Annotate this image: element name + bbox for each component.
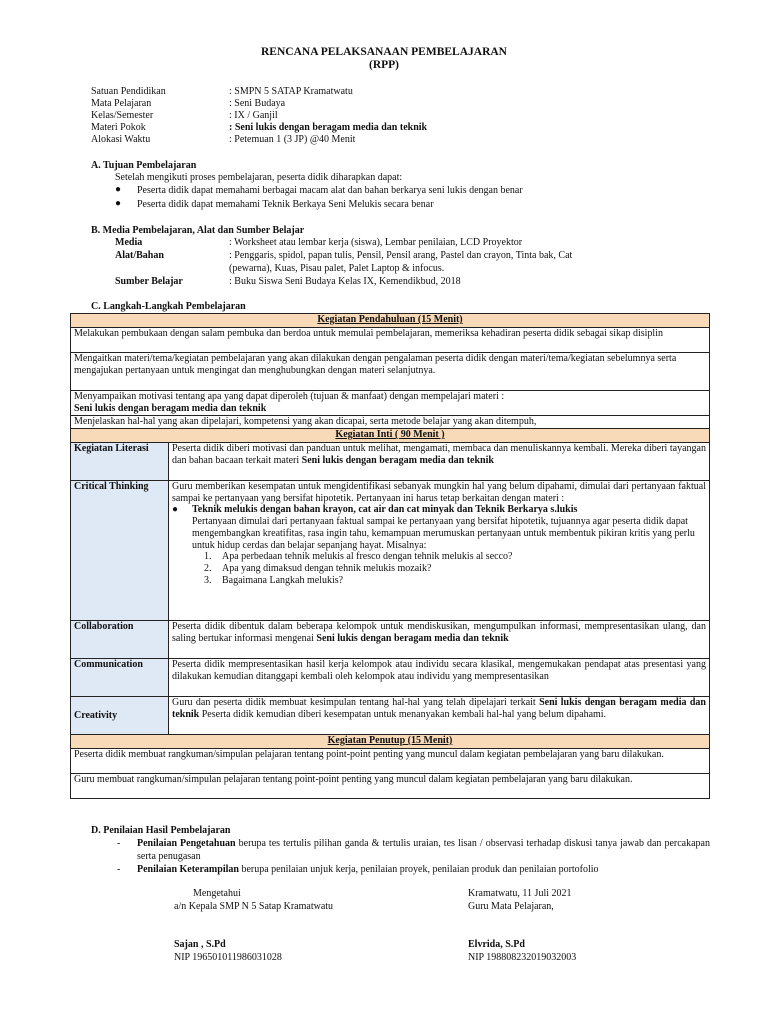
identity-label: Mata Pelajaran (91, 98, 152, 109)
identity-value: : Petemuan 1 (3 JP) @40 Menit (229, 134, 356, 145)
creat-text: Guru dan peserta didik membuat kesimpulan tentang hal-hal yang telah dipelajari terkait (172, 697, 540, 708)
dash-icon: - (117, 864, 121, 875)
assessment-text: berupa penilaian unjuk kerja, penilaian proyek, penilaian produk dan penilaian portofolio (238, 864, 599, 875)
assessment-text: berupa tes tertulis pilihan ganda & tertulis uraian, tes lisan / observasi terhadap diskusi tanya jawab dan percakapan serta penugasan (137, 838, 710, 862)
dash-icon: - (117, 838, 121, 849)
media-label: Media (115, 237, 143, 248)
table-row: Peserta didik membuat rangkuman/simpulan pelajaran tentang point-point penting yang muncul dalam kegiatan pembelajaran yang baru dilakukan. (71, 749, 710, 774)
objective-item: Peserta didik dapat memahami Teknik Berkaya Seni Melukis secara benar (137, 199, 434, 210)
literasi-bold: Seni lukis dengan beragam media dan teknik (301, 454, 494, 466)
bullet-icon: ● (115, 184, 122, 195)
signature-right-name: Elvrida, S.Pd (468, 939, 525, 950)
identity-label: Alokasi Waktu (91, 134, 151, 145)
collab-bold: Seni lukis dengan beragam media dan teknik (316, 632, 509, 644)
row-label: Kegiatan Literasi (71, 443, 169, 481)
assessment-bold: Penilaian Keterampilan (137, 864, 239, 875)
row-label: Critical Thinking (71, 481, 169, 621)
creat-bold: Seni lukis dengan beragam media dan teknik (172, 697, 706, 720)
critical-bullet (172, 504, 706, 586)
creat-text-end: Peserta didik kemudian diberi kesempatan untuk menanyakan kembali hal-hal yang belum dipahami. (199, 708, 607, 720)
signature-left-name: Sajan , S.Pd (174, 939, 226, 950)
collab-text: Peserta didik dibentuk dalam beberapa kelompok untuk mendiskusikan, mengumpulkan informasi, mempresentasikan ulang, dan saling bertukar informasi mengenai (172, 621, 706, 644)
identity-label: Satuan Pendidikan (91, 86, 166, 97)
assessment-bold: Penilaian Pengetahuan (137, 838, 236, 849)
table-row (71, 391, 710, 416)
section-d-heading: D. Penilaian Hasil Pembelajaran (91, 825, 231, 836)
section-b-heading: B. Media Pembelajaran, Alat dan Sumber Belajar (91, 225, 305, 236)
section-c-heading: C. Langkah-Langkah Pembelajaran (91, 301, 246, 312)
learning-steps-table (70, 313, 710, 799)
alat-label: Alat/Bahan (115, 250, 164, 261)
table-row: Menjelaskan hal-hal yang akan dipelajari, kompetensi yang akan dicapai, serta metode belajar yang akan ditempuh, (71, 416, 710, 429)
list-item: 3. Bagaimana Langkah melukis? (214, 575, 706, 587)
question-list (192, 551, 706, 586)
list-item: 2. Apa yang dimaksud dengan tehnik melukis mozaik? (214, 563, 706, 575)
document-subtitle: (RPP) (368, 59, 399, 71)
section-a-intro: Setelah mengikuti proses pembelajaran, peserta didik diharapkan dapat: (115, 172, 403, 183)
bullet-icon: ● (115, 198, 122, 209)
motivasi-text: Menyampaikan motivasi tentang apa yang dapat diperoleh (tujuan & manfaat) dengan mempelajari materi : (74, 391, 505, 402)
signature-left-line1: Mengetahui (193, 888, 241, 899)
document-title: RENCANA PELAKSANAAN PEMBELAJARAN (261, 46, 507, 58)
identity-label: Kelas/Semester (91, 110, 154, 121)
sumber-label: Sumber Belajar (115, 276, 183, 287)
assessment-item (137, 838, 710, 863)
critical-bullet-bold: Teknik melukis dengan bahan krayon, cat air dan cat minyak dan Teknik Berkarya s.lukis (192, 504, 578, 516)
table-row: Melakukan pembukaan dengan salam pembuka dan berdoa untuk memulai pembelajaran, memeriksa kehadiran peserta didik sebagai sikap disiplin (71, 328, 710, 353)
identity-value: : IX / Ganjil (229, 110, 278, 121)
row-label: Creativity (71, 697, 169, 735)
list-item: 1. Apa perbedaan tehnik melukis al fresco dengan tehnik melukis al secco? (214, 551, 706, 563)
signature-right-line1: Kramatwatu, 11 Juli 2021 (468, 888, 572, 899)
row-content (169, 443, 710, 481)
bullet-icon: ● (172, 504, 179, 516)
identity-value: : Seni Budaya (229, 98, 286, 109)
alat-value-continued: (pewarna), Kuas, Pisau palet, Palet Laptop & infocus. (229, 263, 445, 274)
pendahuluan-header: Kegiatan Pendahuluan (15 Menit) (71, 314, 710, 328)
motivasi-bold: Seni lukis dengan beragam media dan teknik (74, 402, 267, 414)
signature-left-line2: a/n Kepala SMP N 5 Satap Kramatwatu (174, 901, 334, 912)
row-content (169, 621, 710, 659)
row-label: Communication (71, 659, 169, 697)
row-content: Peserta didik mempresentasikan hasil kerja kelompok atau individu secara klasikal, mengemukakan pendapat atas presentasi yang dilakukan kemudian ditanggapi kembali oleh kelompok atau individu yang mempresentasikan (169, 659, 710, 697)
row-label: Collaboration (71, 621, 169, 659)
signature-left-nip: NIP 196501011986031028 (174, 952, 282, 963)
critical-text: Guru memberikan kesempatan untuk mengidentifikasi sebanyak mungkin hal yang belum dipahami, dimulai dari pertanyaan faktual sampai ke pertanyaan yang bersifat hipotetik. Pertanyaan ini harus tetap berkaitan dengan materi : (172, 481, 706, 504)
identity-value: : Seni lukis dengan beragam media dan teknik (229, 122, 428, 133)
sumber-value: : Buku Siswa Seni Budaya Kelas IX, Kemendikbud, 2018 (229, 276, 461, 287)
inti-header: Kegiatan Inti ( 90 Menit ) (71, 429, 710, 443)
signature-right-line2: Guru Mata Pelajaran, (468, 901, 554, 912)
identity-value: : SMPN 5 SATAP Kramatwatu (229, 86, 353, 97)
section-a-heading: A. Tujuan Pembelajaran (91, 160, 197, 171)
table-row: Guru membuat rangkuman/simpulan pelajaran tentang point-point penting yang muncul dalam kegiatan pembelajaran yang baru dilakukan. (71, 774, 710, 799)
media-value: : Worksheet atau lembar kerja (siswa), Lembar penilaian, LCD Proyektor (229, 237, 523, 248)
critical-sub: Pertanyaan dimulai dari pertanyaan faktual sampai ke pertanyaan yang bersifat hipotetik, tujuannya agar peserta didik dapat mengembangkan kreatifitas, rasa ingin tahu, kemampuan merumuskan pertanyaan untuk membentuk pikiran kritis yang perlu untuk hidup cerdas dan belajar sepanjang hayat. Misalnya: (192, 516, 695, 551)
penutup-header: Kegiatan Penutup (15 Menit) (71, 735, 710, 749)
alat-value: : Penggaris, spidol, papan tulis, Pensil, Pensil arang, Pastel dan crayon, Tinta bak, Cat (229, 250, 573, 261)
signature-right-nip: NIP 198808232019032003 (468, 952, 577, 963)
row-content (169, 481, 710, 621)
identity-label: Materi Pokok (91, 122, 146, 133)
table-row: Mengaitkan materi/tema/kegiatan pembelajaran yang akan dilakukan dengan pengalaman peserta didik dengan materi/tema/kegiatan sebelumnya serta mengajukan pertanyaan untuk mengingat dan menghubungkan dengan materi selanjutnya. (71, 353, 710, 391)
objective-item: Peserta didik dapat memahami berbagai macam alat dan bahan berkarya seni lukis dengan benar (137, 185, 523, 196)
literasi-text: Peserta didik diberi motivasi dan panduan untuk melihat, mengamati, membaca dan menuliskannya kembali. Mereka diberi tayangan dan bahan bacaan terkait materi (172, 443, 706, 466)
assessment-item (137, 864, 710, 877)
row-content (169, 697, 710, 735)
